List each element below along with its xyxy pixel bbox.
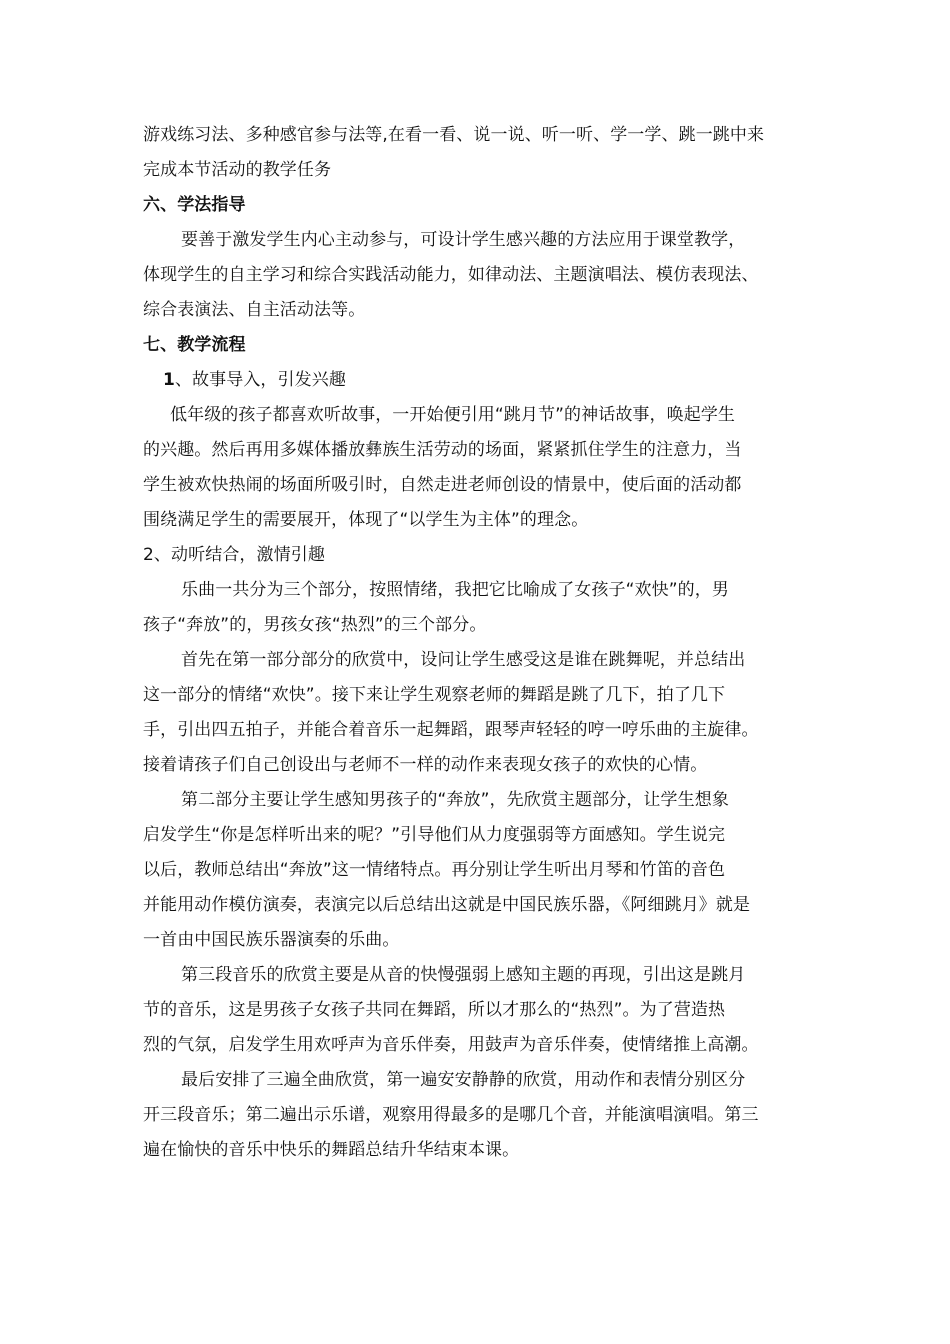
paragraph-line: 的兴趣。然后再用多媒体播放彝族生活劳动的场面，紧紧抓住学生的注意力，当 xyxy=(143,440,742,460)
paragraph-line: 接着请孩子们自己创设出与老师不一样的动作来表现女孩子的欢快的心情。 xyxy=(143,755,708,775)
paragraph-line: 学生被欢快热闹的场面所吸引时，自然走进老师创设的情景中，使后面的活动都 xyxy=(143,475,742,495)
paragraph-line: 围绕满足学生的需要展开，体现了“以学生为主体”的理念。 xyxy=(143,510,589,530)
paragraph-line: 一首由中国民族乐器演奏的乐曲。 xyxy=(143,930,400,950)
paragraph-line: 启发学生“你是怎样听出来的呢？”引导他们从力度强弱等方面感知。学生说完 xyxy=(143,825,726,845)
paragraph-line: 综合表演法、自主活动法等。 xyxy=(143,300,366,320)
paragraph-line: 乐曲一共分为三个部分，按照情绪，我把它比喻成了女孩子“欢快”的，男 xyxy=(181,580,729,600)
paragraph-line: 完成本节活动的教学任务 xyxy=(143,160,332,180)
paragraph-line: 遍在愉快的音乐中快乐的舞蹈总结升华结束本课。 xyxy=(143,1140,520,1160)
paragraph-line: 要善于激发学生内心主动参与，可设计学生感兴趣的方法应用于课堂教学， xyxy=(181,230,746,250)
paragraph-line: 手，引出四五拍子，并能合着音乐一起舞蹈，跟琴声轻轻的哼一哼乐曲的主旋律。 xyxy=(143,720,759,740)
paragraph-line: 这一部分的情绪“欢快”。接下来让学生观察老师的舞蹈是跳了几下，拍了几下 xyxy=(143,685,726,705)
paragraph-line: 孩子“奔放”的，男孩女孩“热烈”的三个部分。 xyxy=(143,615,487,635)
paragraph-line: 开三段音乐；第二遍出示乐谱，观察用得最多的是哪几个音，并能演唱演唱。第三 xyxy=(143,1105,759,1125)
paragraph-line: 烈的气氛，启发学生用欢呼声为音乐伴奏，用鼓声为音乐伴奏，使情绪推上高潮。 xyxy=(143,1035,759,1055)
document-body xyxy=(143,118,808,1168)
paragraph-line: 首先在第一部分部分的欣赏中，设问让学生感受这是谁在跳舞呢，并总结出 xyxy=(181,650,746,670)
paragraph-line: 游戏练习法、多种感官参与法等,在看一看、说一说、听一听、学一学、跳一跳中来 xyxy=(143,125,765,145)
paragraph-line: 第二部分主要让学生感知男孩子的“奔放”，先欣赏主题部分，让学生想象 xyxy=(181,790,729,810)
subheading-number: 1 xyxy=(163,370,175,390)
section-heading-6: 六、学法指导 xyxy=(143,195,246,215)
paragraph-line: 最后安排了三遍全曲欣赏，第一遍安安静静的欣赏，用动作和表情分别区分 xyxy=(181,1070,746,1090)
paragraph-line: 第三段音乐的欣赏主要是从音的快慢强弱上感知主题的再现，引出这是跳月 xyxy=(181,965,746,985)
paragraph-line: 节的音乐，这是男孩子女孩子共同在舞蹈，所以才那么的“热烈”。为了营造热 xyxy=(143,1000,726,1020)
paragraph-line: 以后，教师总结出“奔放”这一情绪特点。再分别让学生听出月琴和竹笛的音色 xyxy=(143,860,726,880)
subheading-text: 、故事导入，引发兴趣 xyxy=(174,370,346,390)
paragraph-line: 低年级的孩子都喜欢听故事，一开始便引用“跳月节”的神话故事，唤起学生 xyxy=(170,405,736,425)
subheading-2: 2、动听结合，激情引趣 xyxy=(143,545,325,565)
paragraph-line: 并能用动作模仿演奏，表演完以后总结出这就是中国民族乐器，《阿细跳月》就是 xyxy=(143,895,751,915)
paragraph-line: 体现学生的自主学习和综合实践活动能力，如律动法、主题演唱法、模仿表现法、 xyxy=(143,265,759,285)
subheading-1 xyxy=(143,363,808,398)
section-heading-7: 七、教学流程 xyxy=(143,335,246,355)
